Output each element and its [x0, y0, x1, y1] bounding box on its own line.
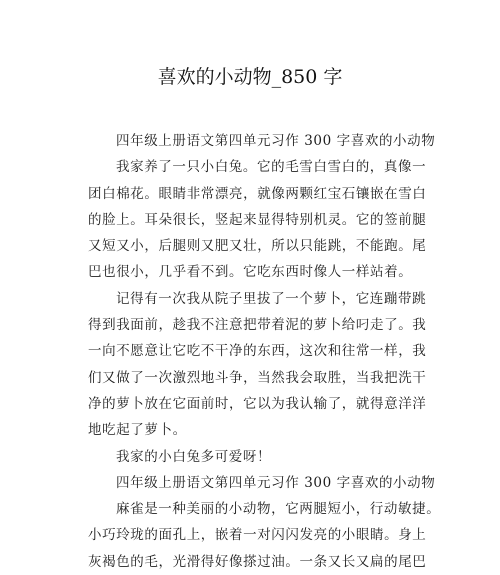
text-line: 我家养了一只小白兔。它的毛雪白雪白的，真像一	[116, 159, 427, 176]
text-line: 地吃起了萝卜。	[88, 422, 187, 439]
text-line: 小巧玲珑的面孔上，嵌着一对闪闪发亮的小眼睛。身上	[88, 527, 427, 544]
document-title: 喜欢的小动物_850 字	[157, 66, 343, 88]
text-line: 们又做了一次激烈地斗争，当然我会取胜，当我把洗干	[88, 369, 427, 386]
text-line: 巴也很小，几乎看不到。它吃东西时像人一样站着。	[88, 264, 413, 281]
text-line: 记得有一次我从院子里拔了一个萝卜，它连蹦带跳	[116, 290, 427, 307]
text-line: 净的萝卜放在它面前时，它以为我认输了，就得意洋洋	[88, 395, 427, 412]
text-line: 一向不愿意让它吃不干净的东西，这次和往常一样，我	[88, 343, 427, 360]
text-line: 四年级上册语文第四单元习作 300 字喜欢的小动物	[116, 474, 436, 491]
document-body	[88, 128, 441, 575]
text-line: 四年级上册语文第四单元习作 300 字喜欢的小动物	[116, 133, 436, 149]
text-line: 又短又小，后腿则又肥又壮，所以只能跳，不能跑。尾	[88, 238, 427, 255]
text-line: 得到我面前，趁我不注意把带着泥的萝卜给叼走了。我	[88, 317, 427, 334]
text-line: 我家的小白兔多可爱呀！	[116, 448, 272, 465]
text-line: 的脸上。耳朵很长，竖起来显得特别机灵。它的签前腿	[88, 211, 427, 228]
text-line: 灰褐色的毛，光滑得好像搽过油。一条又长又扁的尾巴	[88, 553, 427, 570]
text-line: 麻雀是一种美丽的小动物，它两腿短小，行动敏捷。	[116, 501, 441, 518]
text-line: 团白棉花。眼睛非常漂亮，就像两颗红宝石镶嵌在雪白	[88, 185, 427, 202]
